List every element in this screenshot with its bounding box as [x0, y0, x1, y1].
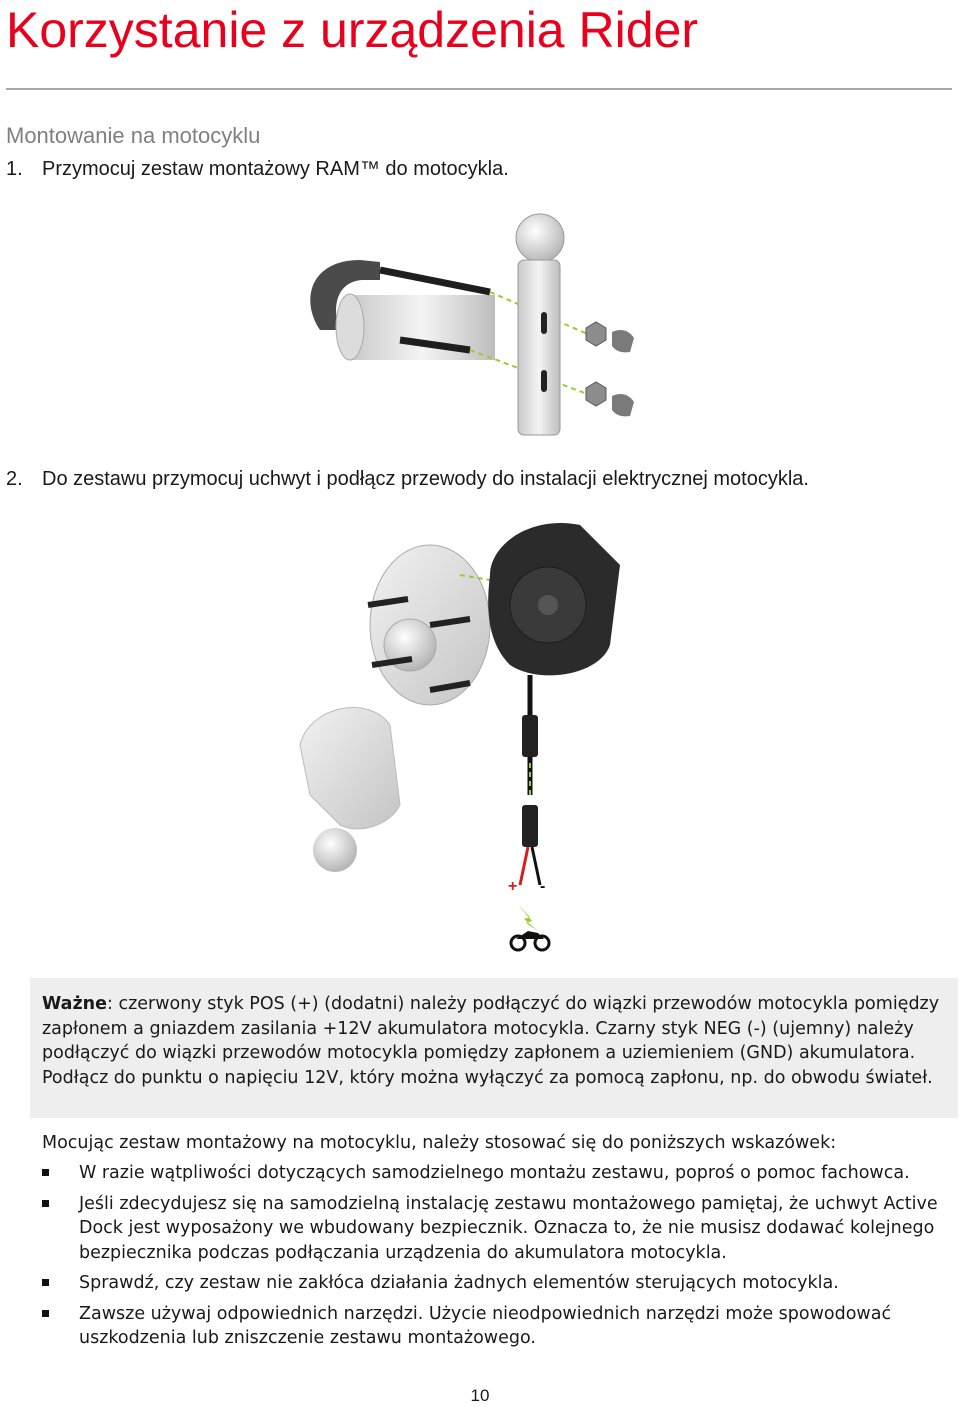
- cradle-wiring-illustration: [280, 505, 660, 965]
- step-2: [6, 466, 809, 492]
- cap-lower: [612, 394, 634, 416]
- guidelines-list: [42, 1161, 952, 1357]
- step-number: 2.: [6, 468, 23, 490]
- list-item: Jeśli zdecydujesz się na samodzielną instalację zestawu montażowego pamiętaj, że uchwyt Active Dock jest wyposażony we wbudowany bezpiecznik. Oznacza to, że nie musisz dodawać kolejnego bezpiecznika podczas podłączania urządzenia do akumulatora motocykla.: [42, 1192, 952, 1266]
- note-text: : czerwony styk POS (+) (dodatni) należy podłączyć do wiązki przewodów motocykla pomiędzy zapłonem a gniazdem zasilania +12V akumulatora motocykla. Czarny styk NEG (-) (ujemny) należy podłączyć do wiązki przewodów motocykla pomiędzy zapłonem a uziemieniem (GND) akumulatora. Podłącz do punktu o napięciu 12V, który można wyłączyć za pomocą zapłonu, np. do obwodu świateł.: [42, 994, 940, 1088]
- note-label: Ważne: [42, 994, 108, 1014]
- double-socket-arm: [300, 708, 400, 829]
- bullet-icon: [42, 1279, 49, 1286]
- list-item: W razie wątpliwości dotyczących samodzielnego montażu zestawu, poproś o pomoc fachowca.: [42, 1161, 952, 1186]
- step-number: 1.: [6, 158, 23, 180]
- negative-label: -: [540, 878, 546, 895]
- cap-upper: [612, 330, 634, 352]
- bullet-icon: [42, 1200, 49, 1207]
- guidelines-intro: Mocując zestaw montażowy na motocyklu, należy stosować się do poniższych wskazówek:: [42, 1133, 837, 1153]
- ram-mount-illustration: [290, 200, 650, 450]
- step-text: Do zestawu przymocuj uchwyt i podłącz przewody do instalacji elektrycznej motocykla.: [42, 468, 809, 490]
- wire-positive: [520, 847, 528, 885]
- mount-ball: [516, 214, 564, 262]
- connector-upper: [522, 715, 538, 757]
- motorcycle-icon: [511, 931, 549, 950]
- page-number: 10: [470, 1386, 490, 1405]
- electricity-icon: [518, 905, 538, 931]
- bolt-upper: [380, 270, 490, 292]
- positive-label: +: [508, 878, 518, 895]
- list-item: Sprawdź, czy zestaw nie zakłóca działania żadnych elementów sterujących motocykla.: [42, 1271, 952, 1296]
- bullet-icon: [42, 1310, 49, 1317]
- bullet-icon: [42, 1169, 49, 1176]
- nut-lower: [586, 382, 606, 406]
- step-text: Przymocuj zestaw montażowy RAM™ do motocykla.: [42, 158, 509, 180]
- important-note: [30, 978, 958, 1118]
- section-title: Montowanie na motocyklu: [6, 123, 261, 148]
- wire-negative: [532, 847, 540, 885]
- step-1: [6, 156, 509, 182]
- mount-arm: [518, 260, 560, 435]
- connector-lower: [522, 805, 538, 847]
- page-title: Korzystanie z urządzenia Rider: [6, 2, 698, 58]
- title-divider: [6, 88, 952, 90]
- list-item: Zawsze używaj odpowiednich narzędzi. Użycie nieodpowiednich narzędzi może spowodować uszkodzenia lub zniszczenie zestawu montażowego.: [42, 1302, 952, 1351]
- nut-upper: [586, 322, 606, 346]
